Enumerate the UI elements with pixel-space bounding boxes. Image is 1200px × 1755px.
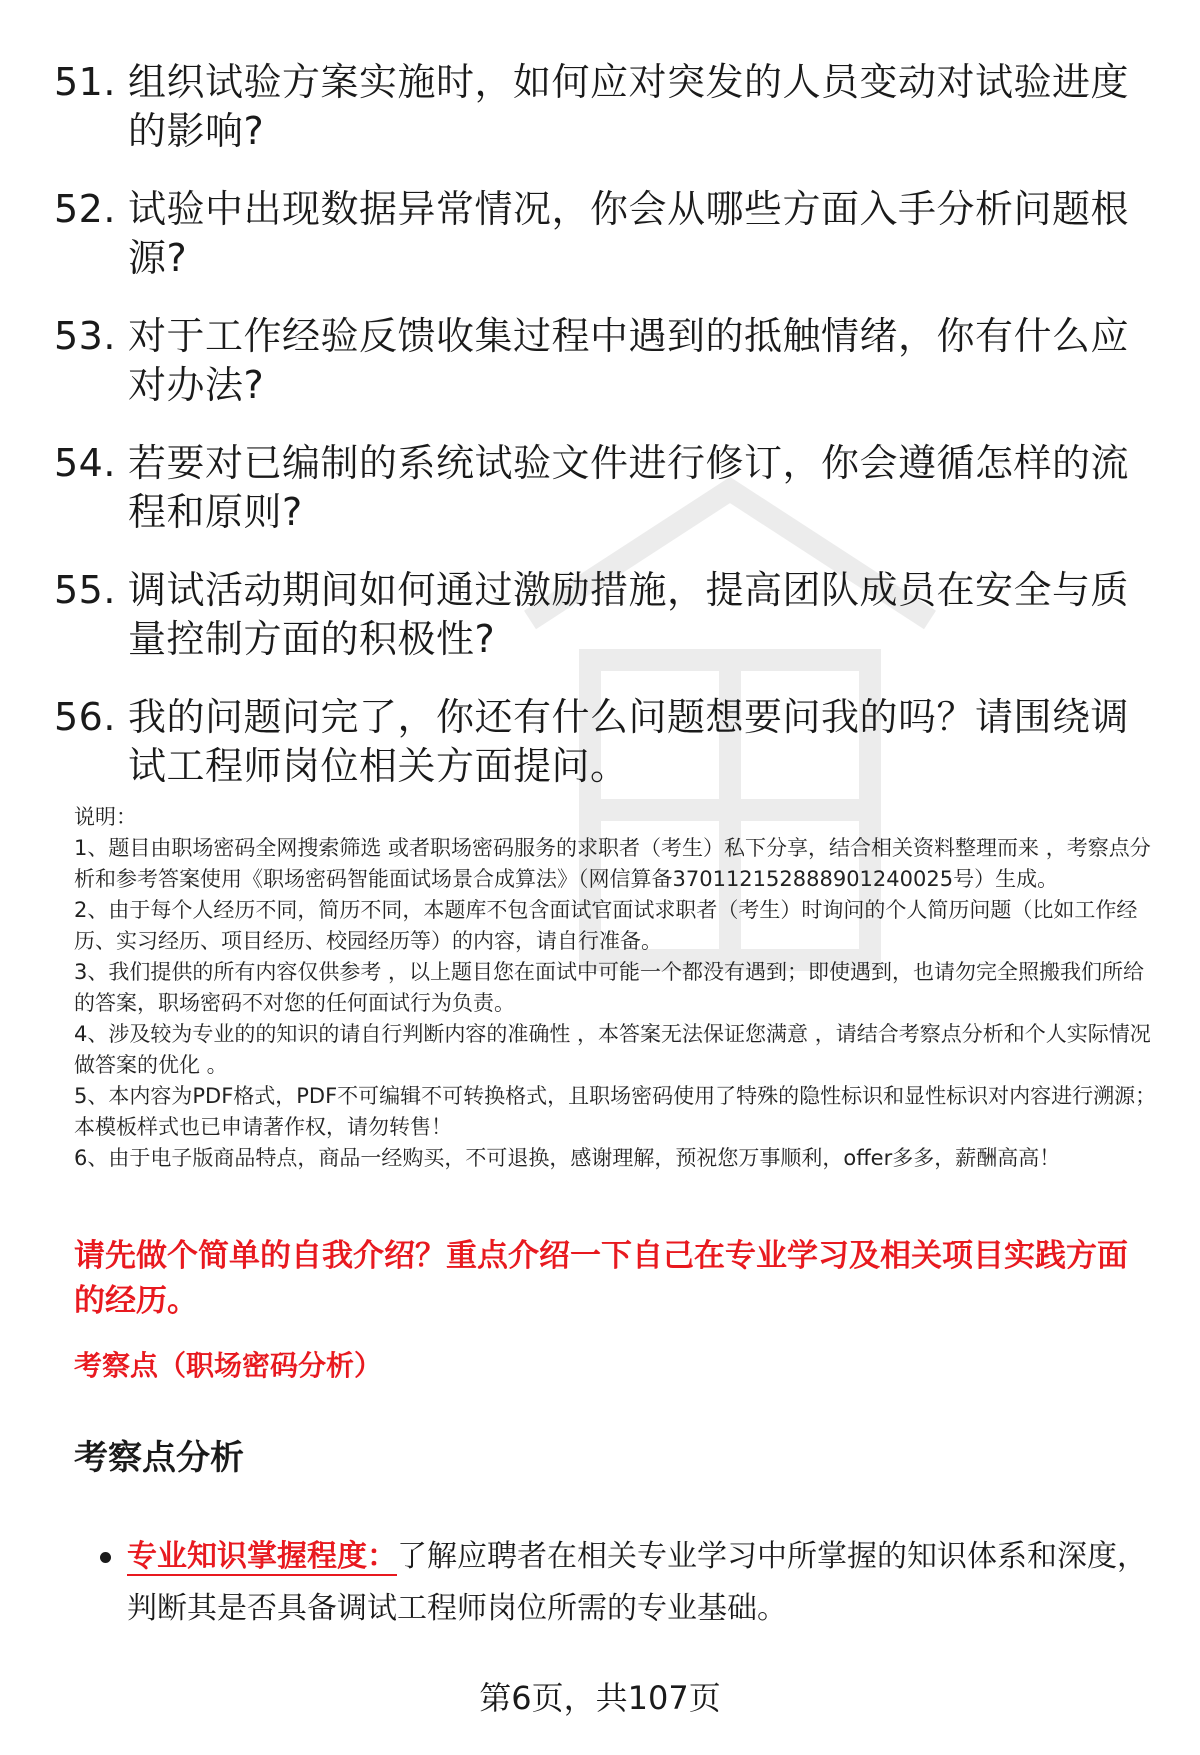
question-item (54, 58, 1144, 156)
bullet-label: 专业知识掌握程度： (127, 1539, 397, 1574)
question-number: 53. (54, 314, 116, 358)
question-item (54, 439, 1144, 537)
note-item: 6、由于电子版商品特点，商品一经购买，不可退换，感谢理解，预祝您万事顺利，offer多多，薪酬高高！ (74, 1146, 1061, 1170)
question-text: 若要对已编制的系统试验文件进行修订，你会遵循怎样的流程和原则? (128, 441, 1130, 534)
question-number: 56. (54, 695, 116, 739)
question-text: 调试活动期间如何通过激励措施，提高团队成员在安全与质量控制方面的积极性? (128, 568, 1130, 661)
note-item: 5、本内容为PDF格式，PDF不可编辑不可转换格式，且职场密码使用了特殊的隐性标识和显性标识对内容进行溯源；本模板样式也已申请著作权，请勿转售！ (74, 1084, 1157, 1139)
page-footer: 第6页，共107页 (479, 1679, 721, 1717)
bullet-dot-icon (100, 1552, 111, 1563)
question-number: 54. (54, 441, 116, 485)
notes-heading: 说明： (74, 805, 137, 829)
interview-question-heading: 请先做个简单的自我介绍？重点介绍一下自己在专业学习及相关项目实践方面的经历。 (74, 1238, 1128, 1319)
note-item: 1、题目由职场密码全网搜索筛选 或者职场密码服务的求职者（考生）私下分享，结合相关资料整理而来 ，考察点分析和参考答案使用《职场密码智能面试场景合成算法》（网信算备370112152888901240025号）生成。 (74, 836, 1151, 891)
question-text: 组织试验方案实施时，如何应对突发的人员变动对试验进度的影响? (128, 60, 1130, 153)
question-number: 52. (54, 187, 116, 231)
disclaimer-notes (74, 802, 1160, 1174)
analysis-bullet (100, 1531, 1160, 1635)
question-number: 55. (54, 568, 116, 612)
question-item (54, 566, 1144, 664)
note-item: 4、涉及较为专业的的知识的请自行判断内容的准确性 ，本答案无法保证您满意 ，请结合考察点分析和个人实际情况做答案的优化 。 (74, 1022, 1151, 1077)
question-item (54, 693, 1144, 791)
question-item (54, 312, 1144, 410)
question-number: 51. (54, 60, 116, 104)
question-item (54, 185, 1144, 283)
section-title: 考察点分析 (74, 1438, 244, 1478)
question-list (54, 58, 1144, 820)
bullet-body (127, 1531, 1160, 1635)
note-item: 3、我们提供的所有内容仅供参考 ，以上题目您在面试中可能一个都没有遇到；即使遇到，也请勿完全照搬我们所给的答案，职场密码不对您的任何面试行为负责。 (74, 960, 1145, 1015)
note-item: 2、由于每个人经历不同，简历不同，本题库不包含面试官面试求职者（考生）时询问的个人简历问题（比如工作经历、实习经历、项目经历、校园经历等）的内容，请自行准备。 (74, 898, 1138, 953)
question-text: 我的问题问完了，你还有什么问题想要问我的吗？请围绕调试工程师岗位相关方面提问。 (128, 695, 1130, 788)
bullet-text: 了解应聘者在相关专业学习中所掌握的知识体系和深度，判断其是否具备调试工程师岗位所需的专业基础。 (127, 1539, 1147, 1626)
analysis-source-label: 考察点（职场密码分析） (74, 1349, 383, 1382)
question-text: 试验中出现数据异常情况，你会从哪些方面入手分析问题根源? (128, 187, 1130, 280)
question-text: 对于工作经验反馈收集过程中遇到的抵触情绪，你有什么应对办法? (128, 314, 1130, 407)
